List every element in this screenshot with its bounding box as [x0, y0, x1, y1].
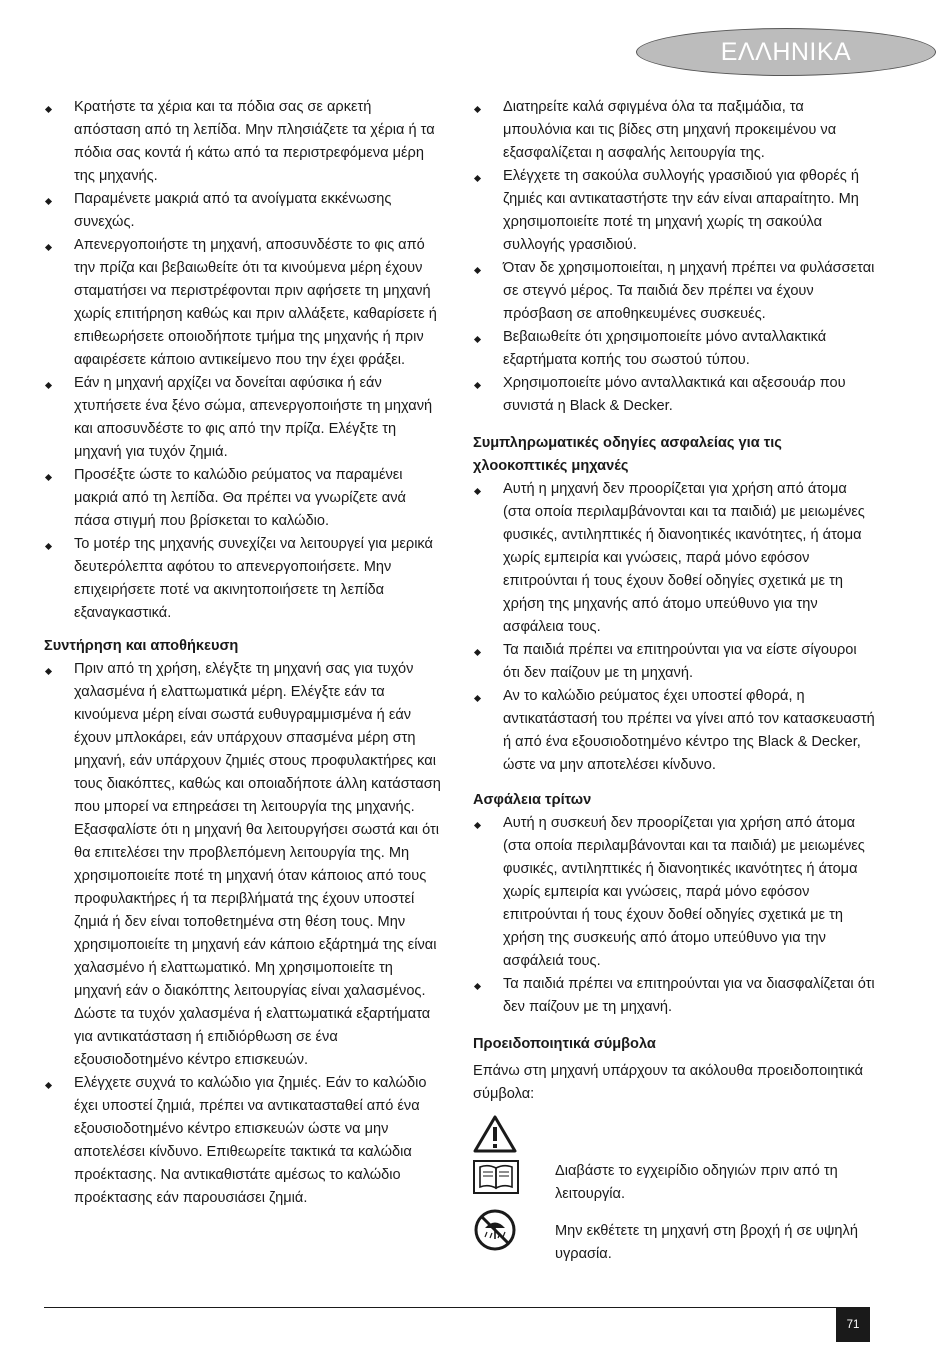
list-item: Παραμένετε μακριά από τα ανοίγματα εκκένωσης συνεχώς.	[44, 188, 442, 234]
list-item: Χρησιμοποιείτε μόνο ανταλλακτικά και αξεσουάρ που συνιστά η Black & Decker.	[473, 372, 875, 418]
list-item: Αυτή η συσκευή δεν προορίζεται για χρήση από άτομα (στα οποία περιλαμβάνονται και τα παιδιά) με μειωμένες φυσικές, αντιληπτικές ή διανοητικές ικανότητες ή άτομα χωρίς εμπειρία και γνώσεις, παρά μόνο εφόσον επιτρούνται ή τους έχουν δοθεί οδηγίες σχετικά με τη χρήση της συσκευής από άτομο υπεύθυνο για την ασφάλειά τους.	[473, 812, 875, 973]
warning-symbols-intro: Επάνω στη μηχανή υπάρχουν τα ακόλουθα προειδοποιητικά σύμβολα:	[473, 1063, 864, 1102]
list-item: Απενεργοποιήστε τη μηχανή, αποσυνδέστε το φις από την πρίζα και βεβαιωθείτε ότι τα κινούμενα μέρη έχουν σταματήσει να περιστρέφονται πριν αφήσετε τη μηχανή χωρίς επιτήρηση καθώς και πριν αλλάξετε, καθαρίσετε ή επιθεωρήσετε οποιοδήποτε τμήμα της μηχανής ή πριν αφαιρέσετε κάποιο αντικείμενο που την έχει φράξει.	[44, 234, 442, 372]
list-item: Τα παιδιά πρέπει να επιτηρούνται για να διασφαλίζεται ότι δεν παίζουν με τη μηχανή.	[473, 973, 875, 1019]
list-item: Πριν από τη χρήση, ελέγξτε τη μηχανή σας για τυχόν χαλασμένα ή ελαττωματικά μέρη. Ελέγξτε εάν τα κινούμενα μέρη είναι σωστά ευθυγραμμισμένα ή εάν έχουν μπλοκάρει, εάν υπάρχουν σπασμένα μέρη στη μηχανή, εάν υπάρχουν ζημιές στους προφυλακτήρες και τους διακόπτες, καθώς και οποιαδήποτε άλλη κατάσταση που μπορεί να επηρεάσει τη λειτουργία της μηχανής. Εξασφαλίστε ότι η μηχανή θα λειτουργήσει σωστά και ότι θα επιτελέσει την προβλεπόμενη λειτουργία της. Μη χρησιμοποιείτε ποτέ τη μηχανή όταν κάποιος από τους προφυλακτήρες ή τα περιβλήματά της έχουν υποστεί ζημιά ή δεν είναι τοποθετημένα στη θέση τους. Μην χρησιμοποιείτε τη μηχανή εάν κάποιο εξάρτημά της είναι χαλασμένο ή ελαττωματικό. Μη χρησιμοποιείτε τη μηχανή εάν ο διακόπτης λειτουργίας είναι χαλασμένος. Δώστε τα τυχόν χαλασμένα ή ελαττωματικά εξαρτήματα για αντικατάσταση ή επιδιόρθωση σε ένα εξουσιοδοτημένο κέντρο επισκευών.	[44, 658, 442, 1072]
right-intro-list	[473, 96, 875, 418]
third-party-list	[473, 812, 875, 1019]
footer-divider	[44, 1307, 870, 1308]
manual-book-icon	[473, 1160, 519, 1202]
warning-symbols-heading: Προειδοποιητικά σύμβολα	[473, 1036, 656, 1052]
maintenance-list	[44, 658, 442, 1210]
right-column	[473, 96, 875, 1268]
supplementary-heading: Συμπληρωματικές οδηγίες ασφαλείας για τις χλοοκοπτικές μηχανές	[473, 435, 782, 474]
list-item: Τα παιδιά πρέπει να επιτηρούνται για να είστε σίγουροι ότι δεν παίζουν με τη μηχανή.	[473, 639, 875, 685]
page-number: 71	[836, 1308, 870, 1342]
language-tab: ΕΛΛΗΝΙΚΑ	[636, 28, 936, 76]
symbol-manual-text: Διαβάστε το εγχειρίδιο οδηγιών πριν από τη λειτουργία.	[555, 1163, 838, 1202]
symbol-row-rain	[473, 1206, 875, 1268]
list-item: Εάν η μηχανή αρχίζει να δονείται αφύσικα ή εάν χτυπήσετε ένα ξένο σώμα, απενεργοποιήστε τη μηχανή και αποσυνδέστε το φις από την πρίζα. Ελέγξτε τη μηχανή για τυχόν ζημιά.	[44, 372, 442, 464]
symbol-row-manual	[473, 1158, 875, 1204]
symbol-row-warning	[473, 1112, 875, 1158]
list-item: Βεβαιωθείτε ότι χρησιμοποιείτε μόνο ανταλλακτικά εξαρτήματα κοπής του σωστού τύπου.	[473, 326, 875, 372]
warning-symbols	[473, 1112, 875, 1268]
third-party-heading: Ασφάλεια τρίτων	[473, 792, 592, 808]
list-item: Αν το καλώδιο ρεύματος έχει υποστεί φθορά, η αντικατάστασή του πρέπει να γίνει από τον κατασκευαστή ή από ένα εξουσιοδοτημένο κέντρο της Black & Decker, ώστε να μην αποτελέσει κίνδυνο.	[473, 685, 875, 777]
left-column	[44, 96, 442, 1210]
list-item: Προσέξτε ώστε το καλώδιο ρεύματος να παραμένει μακριά από τη λεπίδα. Θα πρέπει να γνωρίζετε ανά πάσα στιγμή που βρίσκεται το καλώδιο.	[44, 464, 442, 533]
maintenance-heading: Συντήρηση και αποθήκευση	[44, 638, 239, 654]
supplementary-list	[473, 478, 875, 777]
list-item: Κρατήστε τα χέρια και τα πόδια σας σε αρκετή απόσταση από τη λεπίδα. Μην πλησιάζετε τα χέρια ή τα πόδια σας κοντά ή κάτω από τα περιστρεφόμενα μέρη της μηχανής.	[44, 96, 442, 188]
list-item: Αυτή η μηχανή δεν προορίζεται για χρήση από άτομα (στα οποία περιλαμβάνονται και τα παιδιά) με μειωμένες φυσικές, αντιληπτικές ή διανοητικές ικανότητες, ή άτομα χωρίς εμπειρία και γνώσεις, παρά μόνο εφόσον επιτρούνται ή τους έχουν δοθεί οδηγίες σχετικά με τη χρήση της μηχανής από άτομο υπεύθυνο για την ασφάλεια τους.	[473, 478, 875, 639]
list-item: Το μοτέρ της μηχανής συνεχίζει να λειτουργεί για μερικά δευτερόλεπτα αφότου το απενεργοποιήσετε. Μην επιχειρήσετε ποτέ να ακινητοποιήσετε τη λεπίδα εξαναγκαστικά.	[44, 533, 442, 625]
list-item: Όταν δε χρησιμοποιείται, η μηχανή πρέπει να φυλάσσεται σε στεγνό μέρος. Τα παιδιά δεν πρέπει να έχουν πρόσβαση σε αποθηκευμένες συσκευές.	[473, 257, 875, 326]
list-item: Διατηρείτε καλά σφιγμένα όλα τα παξιμάδια, τα μπουλόνια και τις βίδες στη μηχανή προκειμένου να εξασφαλίζεται η ασφαλής λειτουργία της.	[473, 96, 875, 165]
no-rain-icon	[473, 1208, 517, 1260]
list-item: Ελέγχετε τη σακούλα συλλογής γρασιδιού για φθορές ή ζημιές και αντικαταστήστε την εάν είναι απαραίτητο. Μη χρησιμοποιείτε ποτέ τη μηχανή χωρίς τη σακούλα συλλογής γρασιδιού.	[473, 165, 875, 257]
list-item: Ελέγχετε συχνά το καλώδιο για ζημιές. Εάν το καλώδιο έχει υποστεί ζημιά, πρέπει να αντικατασταθεί από ένα εξουσιοδοτημένο κέντρο επισκευών ώστε να μην αποτελέσει κίνδυνο. Επιθεωρείτε τακτικά τα καλώδια προέκτασης. Να αντικαθιστάτε αμέσως το καλώδιο προέκτασης εάν παρουσιάσει ζημιά.	[44, 1072, 442, 1210]
warning-triangle-icon	[473, 1114, 517, 1162]
left-intro-list	[44, 96, 442, 625]
symbol-rain-text: Μην εκθέτετε τη μηχανή στη βροχή ή σε υψηλή υγρασία.	[555, 1223, 858, 1262]
